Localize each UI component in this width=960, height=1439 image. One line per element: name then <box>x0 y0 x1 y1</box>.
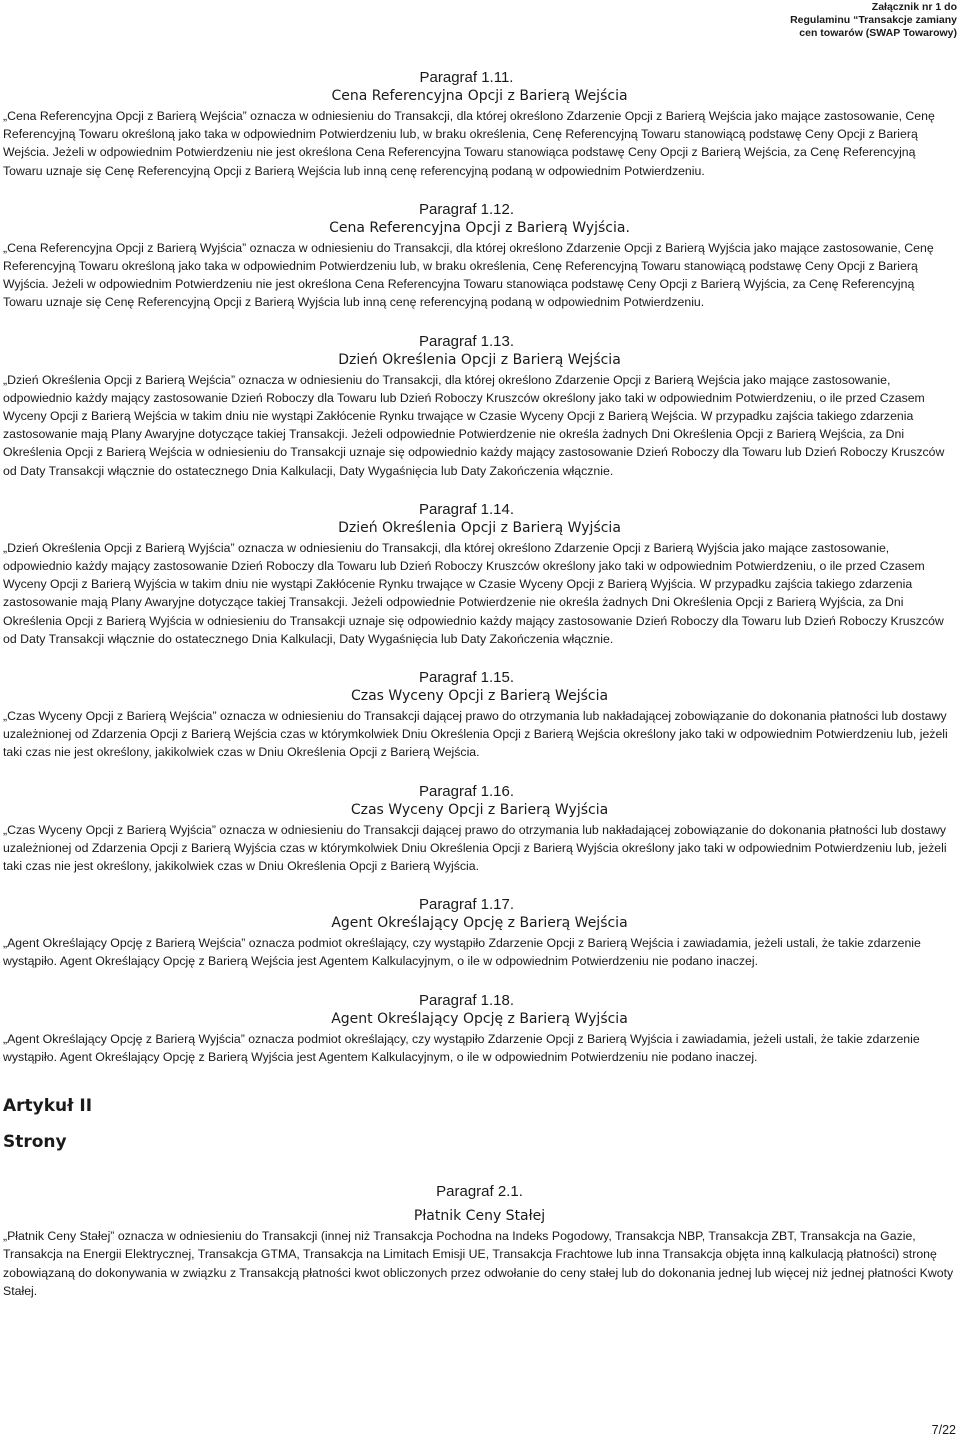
paragraph-1-17 <box>3 895 956 970</box>
document-content <box>3 68 956 1320</box>
header-line-3: cen towarów (SWAP Towarowy) <box>799 27 957 39</box>
paragraph-body: „Cena Referencyjna Opcji z Barierą Wyjścia” oznacza w odniesieniu do Transakcji, dla której określono Zdarzenie Opcji z Barierą Wyjścia jako mające zastosowanie, Cenę Referencyjną Towaru określoną jako taka w odpowiednim Potwierdzeniu lub, w braku określenia, Cenę Referencyjną Towaru stanowiącą podstawę Ceny Opcji z Barierą Wyjścia. Jeżeli w odpowiednim Potwierdzeniu nie jest określona Cena Referencyjna Towaru stanowiąca podstawę Ceny Opcji z Barierą Wyjścia, za Cenę Referencyjną Towaru uznaje się Cenę Referencyjną Opcji z Barierą Wyjścia lub inną cenę referencyjną podaną w odpowiednim Potwierdzeniu. <box>3 240 934 310</box>
header-line-1: Załącznik nr 1 do <box>871 1 957 13</box>
paragraph-number: Paragraf 2.1. <box>436 1183 523 1201</box>
paragraph-1-11 <box>3 68 956 180</box>
paragraph-body: „Czas Wyceny Opcji z Barierą Wejścia” oznacza w odniesieniu do Transakcji dającej prawo do otrzymania lub nakładającej zobowiązanie do dokonania płatności lub dostawy uzależnionej od Zdarzenia Opcji z Barierą Wejścia czas w którymkolwiek Dniu Określenia Opcji z Barierą Wejścia określony jako taki w odpowiednim Potwierdzeniu lub, jeżeli taki czas nie jest określony, jakikolwiek czas w Dniu Określenia Opcji z Barierą Wejścia. <box>3 709 948 760</box>
page-header <box>790 1 957 40</box>
paragraph-body: „Cena Referencyjna Opcji z Barierą Wejścia” oznacza w odniesieniu do Transakcji, dla której określono Zdarzenie Opcji z Barierą Wejścia jako mające zastosowanie, Cenę Referencyjną Towaru określoną jako taka w odpowiednim Potwierdzeniu lub, w braku określenia, Cenę Referencyjną Towaru stanowiącą podstawę Ceny Opcji z Barierą Wejścia. Jeżeli w odpowiednim Potwierdzeniu nie jest określona Cena Referencyjna Towaru stanowiąca podstawę Ceny Opcji z Barierą Wejścia, za Cenę Referencyjną Towaru uznaje się Cenę Referencyjną Opcji z Barierą Wejścia lub inną cenę referencyjną podaną w odpowiednim Potwierdzeniu. <box>3 109 935 178</box>
paragraph-heading: Czas Wyceny Opcji z Barierą Wejścia <box>350 688 609 705</box>
paragraph-heading: Czas Wyceny Opcji z Barierą Wyjścia <box>350 801 609 818</box>
paragraph-heading: Cena Referencyjna Opcji z Barierą Wyjścia. <box>329 219 630 236</box>
paragraph-heading: Dzień Określenia Opcji z Barierą Wejścia <box>338 351 621 368</box>
paragraph-body: „Dzień Określenia Opcji z Barierą Wejścia” oznacza w odniesieniu do Transakcji, dla której określono Zdarzenie Opcji z Barierą Wejścia jako mające zastosowanie, odpowiednio każdy mający zastosowanie Dzień Roboczy dla Towaru lub Dzień Roboczy Kruszców określony jako taki w odpowiednim Potwierdzeniu, o ile przed Czasem Wyceny Opcji z Barierą Wejścia w takim dniu nie wystąpi Zakłócenie Rynku trwające w Czasie Wyceny Opcji z Barierą Wejścia. W przypadku zajścia takiego zdarzenia zastosowanie mają Plany Awaryjne dotyczące takiej Transakcji. Jeżeli odpowiednie Potwierdzenie nie określa żadnych Dni Określenia Opcji z Barierą Wejścia, za Dni Określenia Opcji z Barierą Wejścia w odniesieniu do Transakcji uznaje się odpowiednio każdy mający zastosowanie Dzień Roboczy dla Towaru lub Dzień Roboczy Kruszców od Daty Transakcji włącznie do ostatecznego Dnia Kalkulacji, Daty Wygaśnięcia lub Daty Zakończenia włącznie. <box>3 372 945 478</box>
paragraph-1-12 <box>3 200 956 312</box>
paragraph-body: „Czas Wyceny Opcji z Barierą Wyjścia” oznacza w odniesieniu do Transakcji dającej prawo do otrzymania lub nakładającej zobowiązanie do dokonania płatności lub dostawy uzależnionej od Zdarzenia Opcji z Barierą Wyjścia czas w którymkolwiek Dniu Określenia Opcji z Barierą Wyjścia określony jako taki w odpowiednim Potwierdzeniu lub, jeżeli taki czas nie jest określony, jakikolwiek czas w Dniu Określenia Opcji z Barierą Wyjścia. <box>3 822 947 874</box>
paragraph-body: „Płatnik Ceny Stałej” oznacza w odniesieniu do Transakcji (innej niż Transakcja Pochodna na Indeks Pogodowy, Transakcja NBP, Transakcja ZBT, Transakcja na Gazie, Transakcja na Energii Elektrycznej, Transakcja GTMA, Transakcja na Limitach Emisji UE, Transakcja Frachtowe lub inna Transakcja objęta inną kalkulacją płatności) stronę zobowiązaną do dokonywania w związku z Transakcją płatności kwot obliczonych przez odwołanie do ceny stałej lub do dokonania jednej lub więcej niż jednej płatności Kwoty Stałej. <box>3 1229 954 1298</box>
paragraph-1-18 <box>3 991 956 1066</box>
paragraph-number: Paragraf 1.18. <box>418 991 515 1009</box>
paragraph-heading: Agent Określający Opcję z Barierą Wyjścia <box>331 1010 628 1027</box>
paragraph-number: Paragraf 1.13. <box>418 332 515 350</box>
paragraph-1-16 <box>3 782 956 876</box>
article-subtitle: Strony <box>3 1132 67 1153</box>
header-line-2: Regulaminu “Transakcje zamiany <box>790 14 957 26</box>
paragraph-body: „Dzień Określenia Opcji z Barierą Wyjścia” oznacza w odniesieniu do Transakcji, dla której określono Zdarzenie Opcji z Barierą Wyjścia jako mające zastosowanie, odpowiednio każdy mający zastosowanie Dzień Roboczy dla Towaru lub Dzień Roboczy Kruszców określony jako taki w odpowiednim Potwierdzeniu, o ile przed Czasem Wyceny Opcji z Barierą Wyjścia w takim dniu nie wystąpi Zakłócenie Rynku trwające w Czasie Wyceny Opcji z Barierą Wyjścia. W przypadku zajścia takiego zdarzenia zastosowanie mają Plany Awaryjne dotyczące takiej Transakcji. Jeżeli odpowiednie Potwierdzenie nie określa żadnych Dni Określenia Opcji z Barierą Wyjścia, za Dni Określenia Opcji z Barierą Wyjścia w odniesieniu do Transakcji uznaje się odpowiednio każdy mający zastosowanie Dzień Roboczy dla Towaru lub Dzień Roboczy Kruszców od Daty Transakcji włącznie do ostatecznego Dnia Kalkulacji, Daty Wygaśnięcia lub Daty Zakończenia włącznie. <box>3 540 944 646</box>
paragraph-heading: Cena Referencyjna Opcji z Barierą Wejścia <box>331 88 628 104</box>
page-number: 7/22 <box>931 1423 956 1437</box>
paragraph-number: Paragraf 1.14. <box>418 500 515 518</box>
paragraph-heading: Agent Określający Opcję z Barierą Wejścia <box>331 915 628 932</box>
paragraph-number: Paragraf 1.16. <box>418 782 515 800</box>
paragraph-heading: Dzień Określenia Opcji z Barierą Wyjścia <box>338 519 621 536</box>
paragraph-1-13 <box>3 332 956 480</box>
paragraph-heading: Płatnik Ceny Stałej <box>413 1208 546 1225</box>
article-title: Artykuł II <box>3 1096 93 1117</box>
paragraph-body: „Agent Określający Opcję z Barierą Wejścia” oznacza podmiot określający, czy wystąpiło Zdarzenie Opcji z Barierą Wejścia i zawiadamia, jeżeli ustali, że takie zdarzenie wystąpiło. Agent Określający Opcję z Barierą Wejścia jest Agentem Kalkulacyjnym, o ile w odpowiednim Potwierdzeniu nie podano inaczej. <box>3 936 921 969</box>
paragraph-body: „Agent Określający Opcję z Barierą Wyjścia” oznacza podmiot określający, czy wystąpiło Zdarzenie Opcji z Barierą Wyjścia i zawiadamia, jeżeli ustali, że takie zdarzenie wystąpiło. Agent Określający Opcję z Barierą Wyjścia jest Agentem Kalkulacyjnym, o ile w odpowiednim Potwierdzeniu nie podano inaczej. <box>3 1031 920 1064</box>
paragraph-number: Paragraf 1.15. <box>418 669 515 687</box>
paragraph-2-1 <box>3 1182 956 1300</box>
paragraph-number: Paragraf 1.11. <box>419 69 514 86</box>
paragraph-number: Paragraf 1.12. <box>418 200 515 218</box>
paragraph-1-15 <box>3 668 956 762</box>
paragraph-number: Paragraf 1.17. <box>418 896 515 914</box>
paragraph-1-14 <box>3 500 956 648</box>
